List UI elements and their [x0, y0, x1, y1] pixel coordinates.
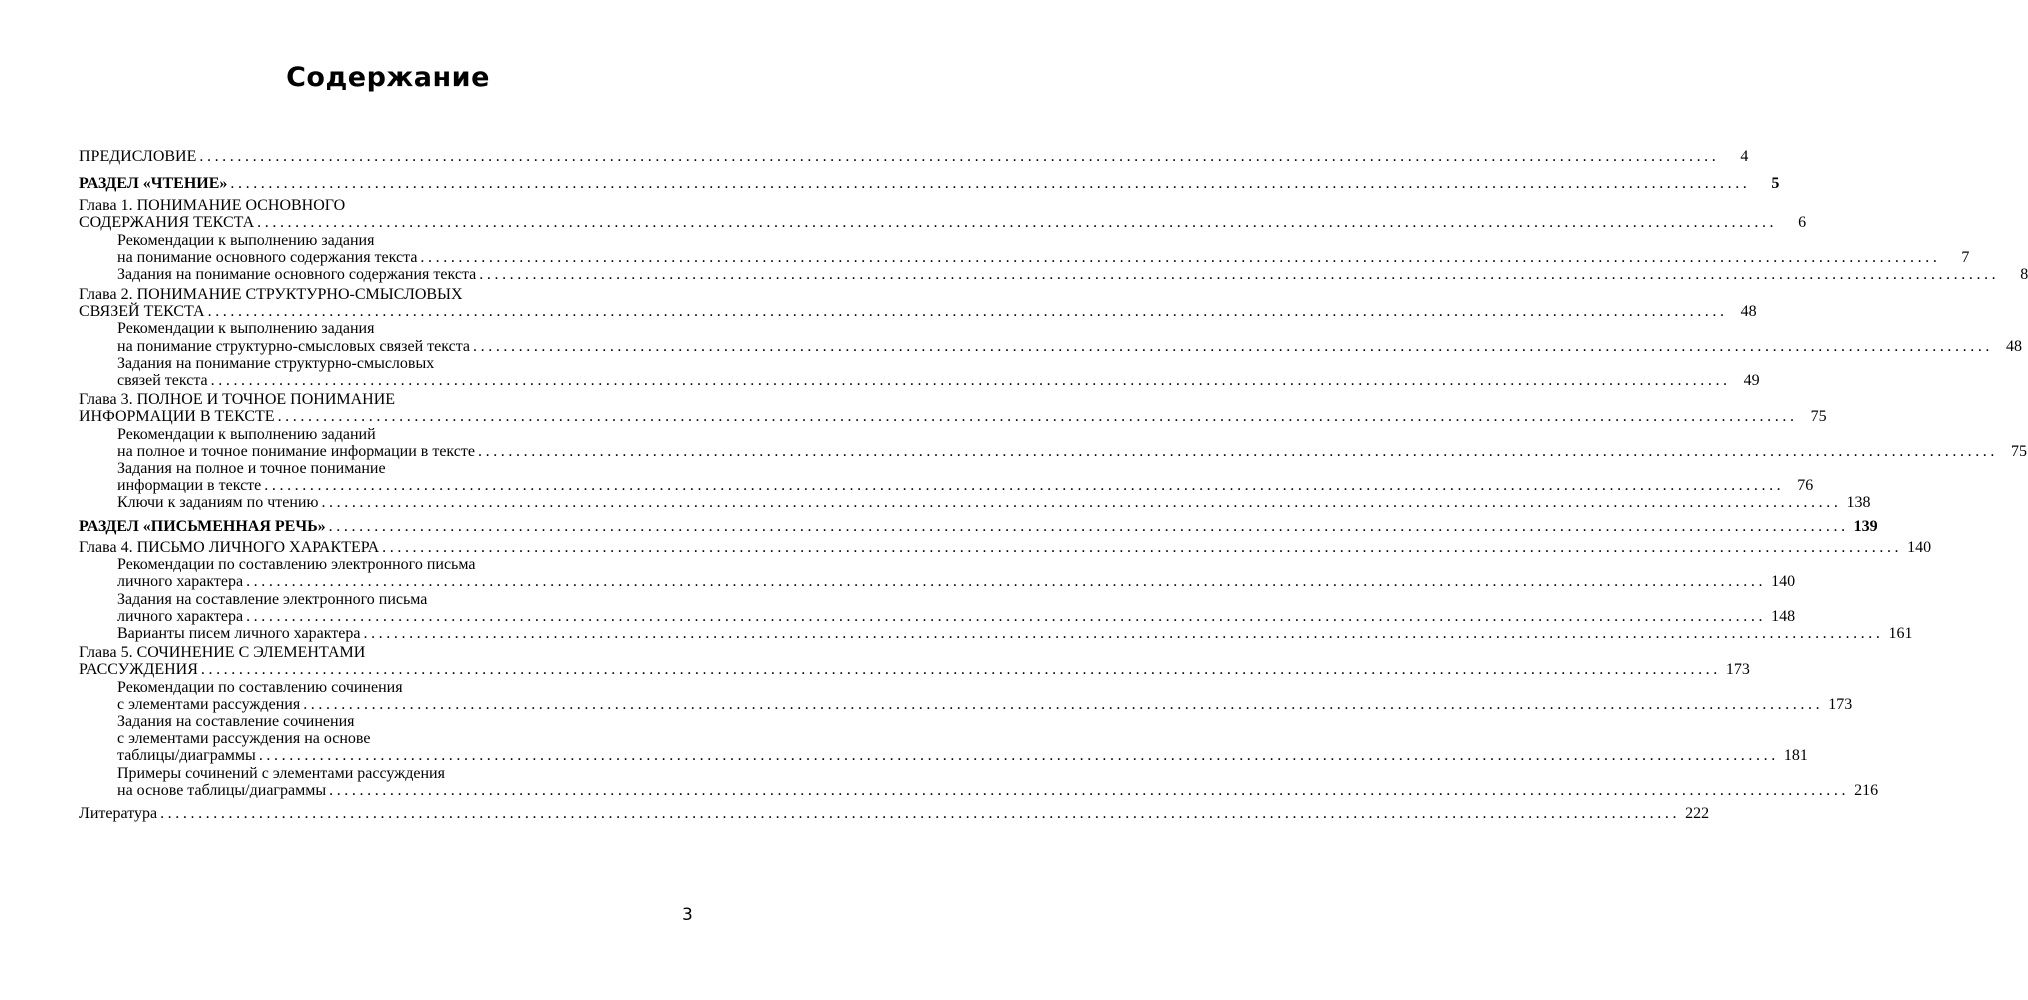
toc-entry: [79, 408, 1827, 426]
toc-entry: [117, 591, 694, 609]
toc-entry: [117, 460, 694, 478]
toc-entry-page: 222: [1685, 805, 1710, 822]
toc-entry: [117, 232, 694, 250]
toc-entry: [117, 747, 1808, 765]
toc-entry: [117, 338, 2023, 356]
toc-leader-dots: ........................................................................................................................................................................................................: [420, 249, 1941, 266]
toc-entry-page: 173: [1828, 696, 1853, 713]
toc-entry-title: СОДЕРЖАНИЯ ТЕКСТА: [79, 214, 255, 231]
toc-entry-title: на основе таблицы/диаграммы: [117, 782, 327, 799]
toc-entry: [79, 175, 1780, 193]
toc-leader-dots: ........................................................................................................................................................................................................: [230, 175, 1751, 192]
toc-entry-title: Рекомендации к выполнению задания: [117, 320, 375, 337]
toc-entry: [117, 782, 1879, 800]
toc-entry-title: Рекомендации к выполнению заданий: [117, 426, 376, 443]
toc-leader-dots: ........................................................................................................................................................................................................: [321, 494, 1842, 511]
toc-leader-dots: ........................................................................................................................................................................................................: [382, 539, 1903, 556]
toc-entry-title: с элементами рассуждения на основе: [117, 730, 371, 747]
toc-entry: [79, 391, 694, 409]
toc-entry-title: Рекомендации к выполнению задания: [117, 232, 375, 249]
toc-entry: [117, 426, 694, 444]
toc-entry: [117, 608, 1796, 626]
toc-entry: [79, 197, 694, 215]
toc-entry-title: ПРЕДИСЛОВИЕ: [79, 148, 197, 165]
toc-entry: [117, 355, 694, 373]
toc-entry-page: 181: [1783, 747, 1808, 764]
toc-entry: [79, 644, 694, 662]
toc-entry-title: Примеры сочинений с элементами рассуждения: [117, 765, 445, 782]
toc-entry-title: с элементами рассуждения: [117, 696, 301, 713]
toc-entry-title: Рекомендации по составлению сочинения: [117, 679, 403, 696]
toc-entry-title: Глава 4. ПИСЬМО ЛИЧНОГО ХАРАКТЕРА: [79, 539, 380, 556]
toc-entry: [79, 214, 1807, 232]
toc-entry-page: 148: [1771, 608, 1796, 625]
toc-entry: [117, 730, 694, 748]
toc-entry: [79, 661, 1750, 679]
toc-entry-title: ИНФОРМАЦИИ В ТЕКСТЕ: [79, 408, 275, 425]
toc-entry: [117, 679, 694, 697]
toc-entry: [79, 805, 1710, 823]
toc-entry: [117, 494, 1871, 512]
toc-entry-page: 48: [1740, 303, 1757, 320]
toc-entry: [117, 266, 2028, 284]
toc-entry: [79, 148, 1749, 166]
toc-entry: [79, 518, 1878, 536]
toc-entry-page: 48: [2006, 338, 2023, 355]
toc-entry-title: РАССУЖДЕНИЯ: [79, 661, 198, 678]
toc-entry-title: Глава 2. ПОНИМАНИЕ СТРУКТУРНО-СМЫСЛОВЫХ: [79, 286, 463, 303]
toc-entry-title: на понимание основного содержания текста: [117, 249, 418, 266]
toc-entry-page: 161: [1888, 625, 1913, 642]
toc-entry: [117, 372, 1760, 390]
toc-leader-dots: ........................................................................................................................................................................................................: [277, 408, 1798, 425]
toc-entry-title: на понимание структурно-смысловых связей текста: [117, 338, 471, 355]
toc-entry-title: СВЯЗЕЙ ТЕКСТА: [79, 303, 205, 320]
toc-entry-title: Глава 3. ПОЛНОЕ И ТОЧНОЕ ПОНИМАНИЕ: [79, 391, 396, 408]
toc-leader-dots: ........................................................................................................................................................................................................: [303, 696, 1824, 713]
toc-entry-page: 76: [1797, 477, 1814, 494]
toc-entry-title: на полное и точное понимание информации в тексте: [117, 443, 475, 460]
toc-entry: [117, 249, 1970, 267]
toc-leader-dots: ........................................................................................................................................................................................................: [329, 782, 1850, 799]
toc-entry-page: 140: [1907, 539, 1932, 556]
toc-entry: [117, 696, 1853, 714]
toc-entry: [117, 625, 1913, 643]
toc-leader-dots: ........................................................................................................................................................................................................: [160, 805, 1681, 822]
toc-leader-dots: ........................................................................................................................................................................................................: [200, 661, 1721, 678]
page-number: 3: [682, 905, 693, 925]
toc-leader-dots: ........................................................................................................................................................................................................: [257, 214, 1778, 231]
toc-entry-title: РАЗДЕЛ «ЧТЕНИЕ»: [79, 175, 228, 192]
toc-entry-title: личного характера: [117, 608, 244, 625]
toc-entry-title: информации в тексте: [117, 477, 262, 494]
toc-entry-title: Задания на составление электронного письма: [117, 591, 428, 608]
toc-leader-dots: ........................................................................................................................................................................................................: [246, 573, 1767, 590]
toc-entry: [117, 443, 2027, 461]
toc-entry-title: Литература: [79, 805, 158, 822]
toc-entry-page: 6: [1798, 214, 1807, 231]
toc-entry-page: 49: [1743, 372, 1760, 389]
toc-leader-dots: ........................................................................................................................................................................................................: [328, 518, 1849, 535]
toc-leader-dots: ........................................................................................................................................................................................................: [473, 338, 1994, 355]
toc-entry-page: 75: [1810, 408, 1827, 425]
toc-leader-dots: ........................................................................................................................................................................................................: [479, 266, 2000, 283]
toc-entry-title: Задания на полное и точное понимание: [117, 460, 386, 477]
toc-leader-dots: ........................................................................................................................................................................................................: [478, 443, 1998, 460]
toc-entry-title: Задания на понимание основного содержания текста: [117, 266, 477, 283]
toc-entry-title: Глава 5. СОЧИНЕНИЕ С ЭЛЕМЕНТАМИ: [79, 644, 366, 661]
toc-leader-dots: ........................................................................................................................................................................................................: [258, 747, 1779, 764]
toc-entry-title: личного характера: [117, 573, 244, 590]
toc-leader-dots: ........................................................................................................................................................................................................: [207, 303, 1728, 320]
toc-entry: [79, 539, 1932, 557]
toc-entry: [117, 713, 694, 731]
toc-entry-page: 216: [1854, 782, 1879, 799]
toc-leader-dots: ........................................................................................................................................................................................................: [264, 477, 1785, 494]
toc-entry-title: таблицы/диаграммы: [117, 747, 256, 764]
toc-entry-title: Задания на составление сочинения: [117, 713, 355, 730]
toc-entry: [117, 556, 694, 574]
toc-leader-dots: ........................................................................................................................................................................................................: [199, 148, 1720, 165]
page-title: Содержание: [286, 62, 490, 93]
toc-entry: [117, 320, 694, 338]
toc-entry: [117, 477, 1814, 495]
toc-entry: [117, 573, 1796, 591]
toc-entry-title: связей текста: [117, 372, 208, 389]
toc-leader-dots: ........................................................................................................................................................................................................: [210, 372, 1731, 389]
toc-entry: [79, 303, 1757, 321]
toc-entry-title: Рекомендации по составлению электронного письма: [117, 556, 476, 573]
toc-entry-title: Ключи к заданиям по чтению: [117, 494, 319, 511]
toc-entry-page: 139: [1853, 518, 1878, 535]
toc-entry-title: РАЗДЕЛ «ПИСЬМЕННАЯ РЕЧЬ»: [79, 518, 326, 535]
toc-leader-dots: ........................................................................................................................................................................................................: [363, 625, 1884, 642]
toc-entry-title: Варианты писем личного характера: [117, 625, 361, 642]
toc-entry-page: 138: [1846, 494, 1871, 511]
toc-leader-dots: ........................................................................................................................................................................................................: [246, 608, 1767, 625]
toc-entry-page: 5: [1771, 175, 1780, 192]
toc-entry-page: 75: [2011, 443, 2027, 460]
toc-entry-page: 140: [1771, 573, 1796, 590]
toc-entry: [117, 765, 694, 783]
toc-entry-page: 4: [1740, 148, 1749, 165]
toc-entry-page: 7: [1961, 249, 1970, 266]
toc-entry: [79, 286, 694, 304]
toc-entry-title: Задания на понимание структурно-смысловых: [117, 355, 435, 372]
toc-entry-page: 8: [2020, 266, 2028, 283]
toc-entry-page: 173: [1725, 661, 1750, 678]
toc-entry-title: Глава 1. ПОНИМАНИЕ ОСНОВНОГО: [79, 197, 346, 214]
